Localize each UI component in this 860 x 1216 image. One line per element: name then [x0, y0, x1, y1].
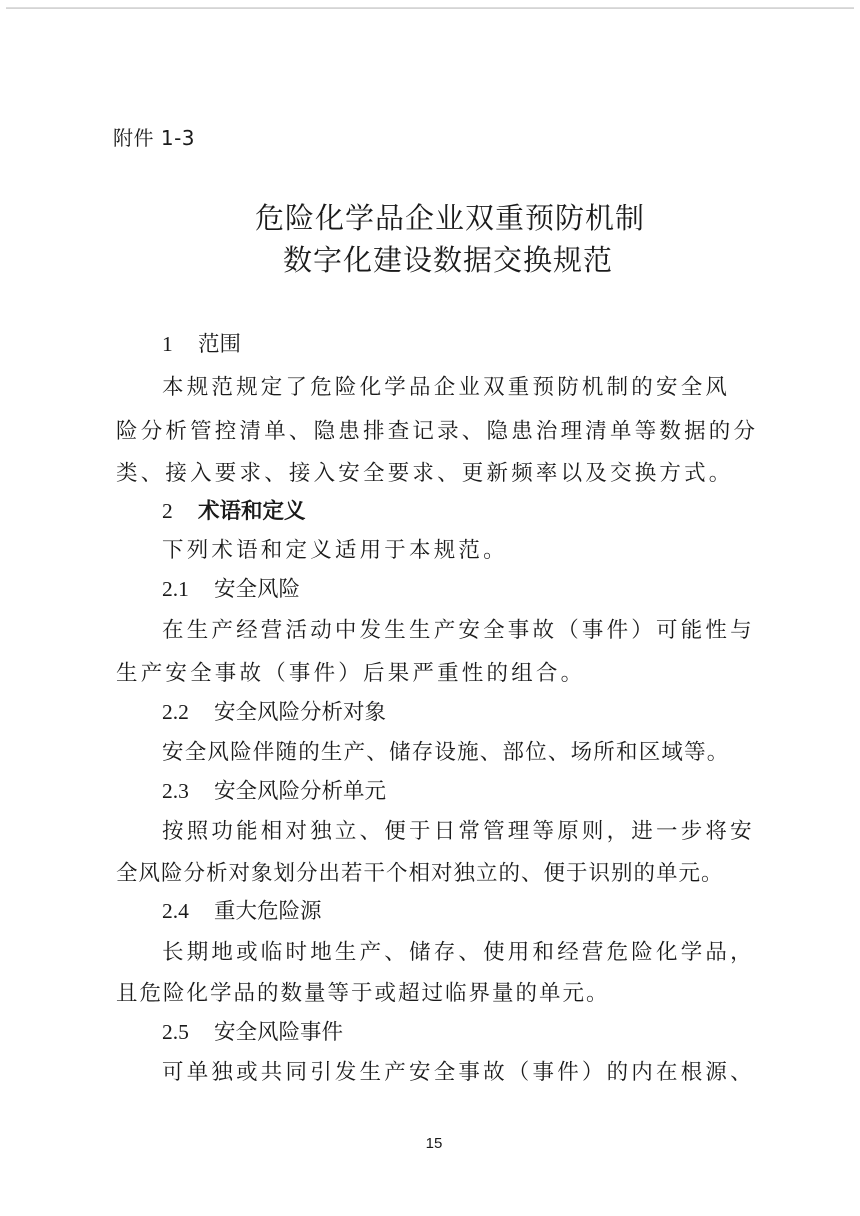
section-heading-2-5: [162, 1015, 343, 1046]
document-title-line-2: 数字化建设数据交换规范: [282, 243, 613, 277]
paragraph-line: 长期地或临时地生产、储存、使用和经营危险化学品，: [162, 940, 755, 965]
paragraph-line: 下列术语和定义适用于本规范。: [162, 538, 508, 563]
section-title: 安全风险事件: [214, 1020, 344, 1045]
paragraph-line: 在生产经营活动中发生生产安全事故（事件）可能性与: [162, 618, 755, 643]
scan-edge-line: [6, 7, 854, 9]
section-heading-2-4: [162, 894, 322, 925]
section-heading-2-2: [162, 695, 386, 726]
section-title: 安全风险: [214, 577, 301, 602]
paragraph-line: 类、接入要求、接入安全要求、更新频率以及交换方式。: [116, 461, 734, 486]
section-number: 2.3: [162, 779, 189, 803]
paragraph-line: 安全风险伴随的生产、储存设施、部位、场所和区域等。: [162, 740, 730, 765]
paragraph-line: 且危险化学品的数量等于或超过临界量的单元。: [116, 981, 610, 1006]
page-number: 15: [425, 1135, 443, 1152]
section-number: 2: [162, 499, 173, 523]
paragraph-line: 本规范规定了危险化学品企业双重预防机制的安全风: [162, 375, 731, 400]
paragraph-line: 按照功能相对独立、便于日常管理等原则，进一步将安: [162, 819, 755, 844]
section-heading-2-1: [162, 572, 300, 603]
section-number: 2.5: [162, 1020, 189, 1044]
paragraph-line: 可单独或共同引发生产安全事故（事件）的内在根源、: [162, 1060, 755, 1085]
section-number: 2.2: [162, 700, 189, 724]
attachment-label: 附件 1-3: [113, 126, 196, 150]
section-number: 1: [162, 332, 173, 356]
section-number: 2.4: [162, 899, 189, 923]
paragraph-line: 生产安全事故（事件）后果严重性的组合。: [116, 661, 586, 686]
paragraph-line: 全风险分析对象划分出若干个相对独立的、便于识别的单元。: [116, 861, 724, 886]
section-heading-1: [162, 327, 241, 358]
section-title: 术语和定义: [198, 499, 306, 524]
section-title: 安全风险分析单元: [214, 779, 387, 804]
document-title-line-1: 危险化学品企业双重预防机制: [254, 201, 645, 235]
section-heading-2-3: [162, 774, 386, 805]
section-number: 2.1: [162, 577, 189, 601]
section-heading-2: [162, 494, 306, 525]
section-title: 重大危险源: [214, 899, 322, 924]
section-title: 范围: [198, 332, 242, 357]
section-title: 安全风险分析对象: [214, 700, 387, 725]
paragraph-line: 险分析管控清单、隐患排查记录、隐患治理清单等数据的分: [116, 419, 759, 444]
